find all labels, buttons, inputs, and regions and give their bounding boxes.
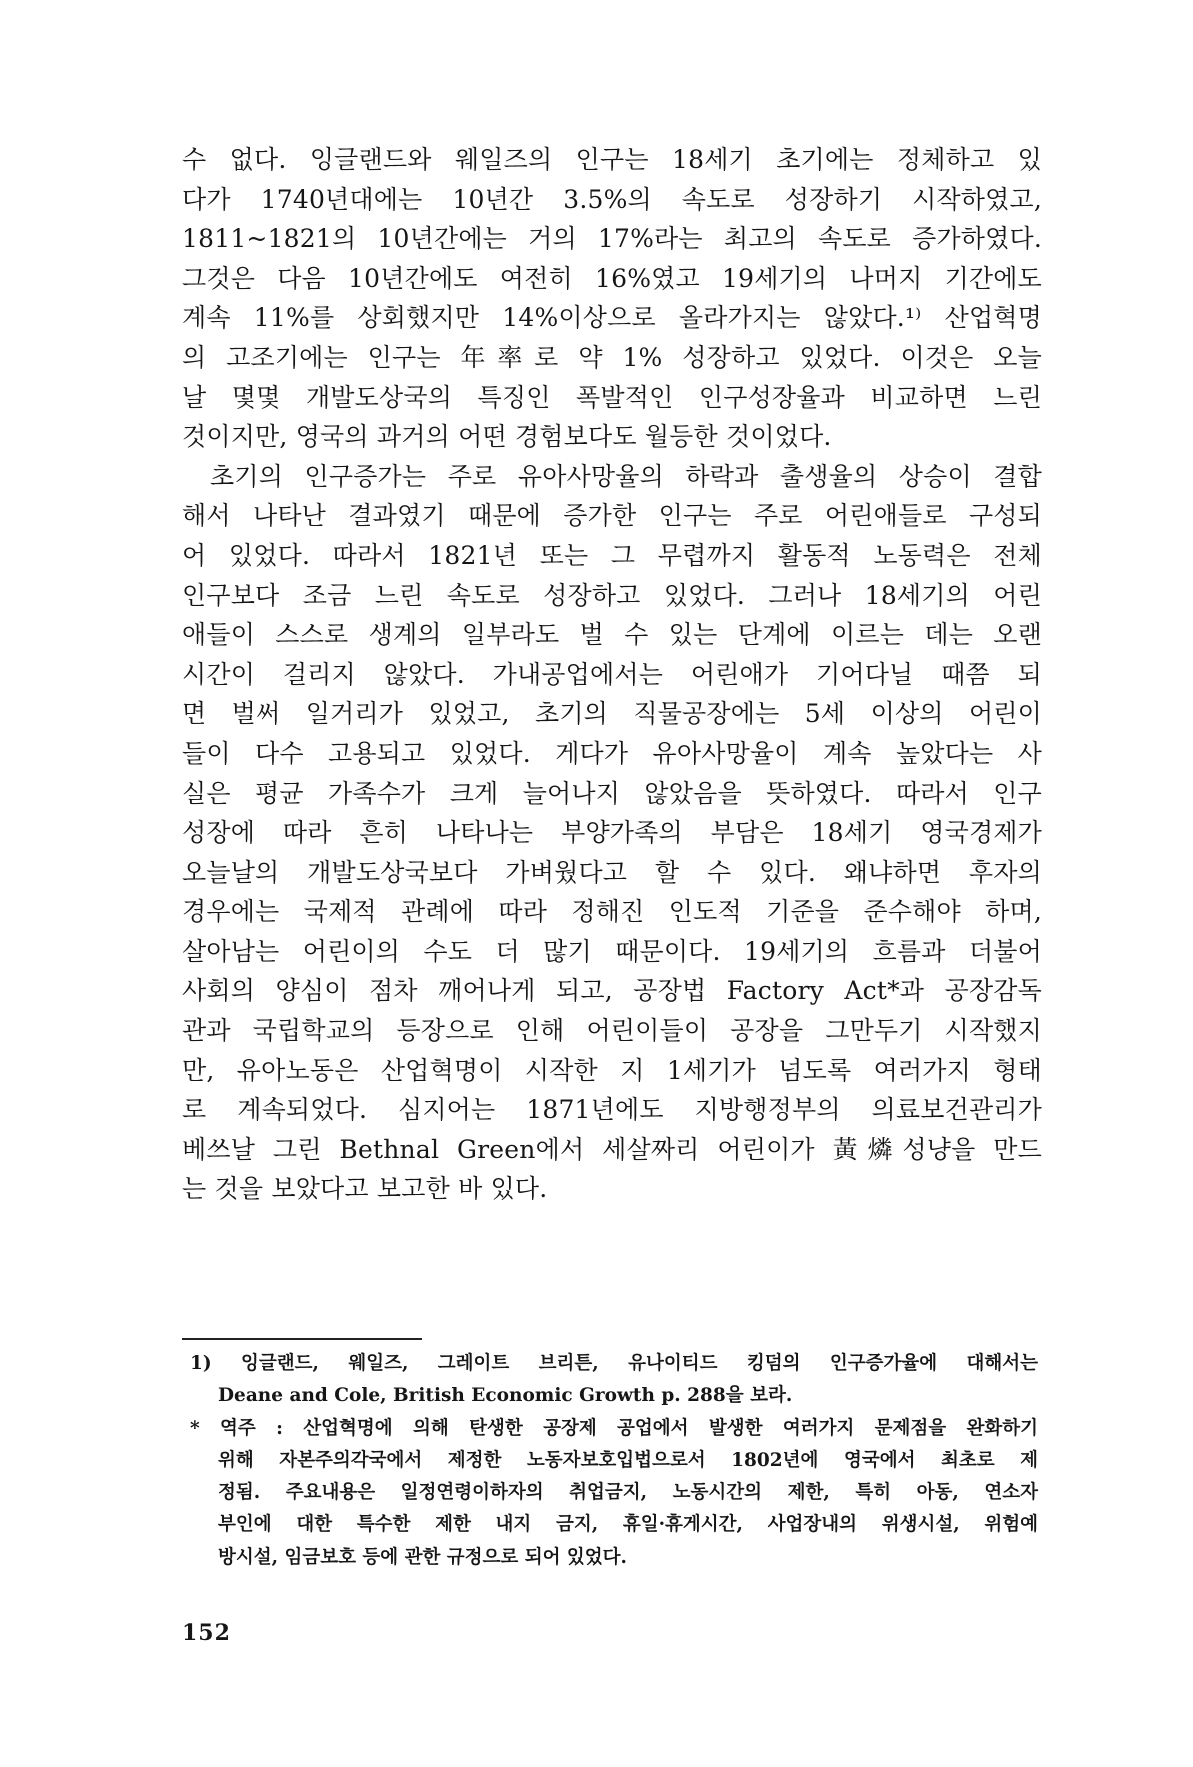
footnote-line: 방시설, 임금보호 등에 관한 규정으로 되어 있었다. [218,1546,627,1568]
body-line: 수 없다. 잉글랜드와 웨일즈의 인구는 18세기 초기에는 정체하고 있 [182,145,1042,174]
footnote-line: * 역주 : 산업혁명에 의해 탄생한 공장제 공업에서 발생한 여러가지 문제점을 완화하기 [190,1417,1038,1439]
page-number: 152 [182,1620,231,1646]
footnote-line: 1) 잉글랜드, 웨일즈, 그레이트 브리튼, 유나이티드 킹덤의 인구증가율에 대해서는 [190,1353,1038,1374]
footnote-line: 위해 자본주의각국에서 제정한 노동자보호입법으로서 1802년에 영국에서 최초로 제 [218,1449,1038,1471]
body-line: 인구보다 조금 느린 속도로 성장하고 있었다. 그러나 18세기의 어린 [182,580,1042,610]
body-line: 관과 국립학교의 등장으로 인해 어린이들이 공장을 그만두기 시작했지 [182,1016,1042,1046]
body-line: 계속 11%를 상회했지만 14%이상으로 올라가지는 않았다.¹⁾ 산업혁명 [182,303,1042,333]
body-line: 다가 1740년대에는 10년간 3.5%의 속도로 성장하기 시작하였고, [182,184,1042,214]
footnote-line: Deane and Cole, British Economic Growth p. 288을 보라. [218,1385,793,1407]
footnotes [190,1348,1038,1574]
footnote-line: 부인에 대한 특수한 제한 내지 금지, 휴일·휴게시간, 사업장내의 위생시설, 위험예 [218,1514,1038,1536]
footnote-line: 정됨. 주요내용은 일정연령이하자의 취업금지, 노동시간의 제한, 특히 아동, 연소자 [218,1482,1038,1504]
body-line: 베쓰날 그린 Bethnal Green에서 세살짜리 어린이가 黃燐성냥을 만드 [182,1134,1042,1164]
body-line: 실은 평균 가족수가 크게 늘어나지 않았음을 뜻하였다. 따라서 인구 [182,778,1042,808]
body-line: 1811~1821의 10년간에는 거의 17%라는 최고의 속도로 증가하였다. [182,224,1042,254]
body-line: 날 몇몇 개발도상국의 특징인 폭발적인 인구성장율과 비교하면 느린 [182,382,1042,412]
body-line: 해서 나타난 결과였기 때문에 증가한 인구는 주로 어린애들로 구성되 [182,501,1042,531]
body-line: 경우에는 국제적 관례에 따라 정해진 인도적 기준을 준수해야 하며, [182,897,1042,927]
body-line: 로 계속되었다. 심지어는 1871년에도 지방행정부의 의료보건관리가 [182,1095,1042,1125]
body-line: 면 벌써 일거리가 있었고, 초기의 직물공장에는 5세 이상의 어린이 [182,699,1042,729]
body-line: 성장에 따라 흔히 나타나는 부양가족의 부담은 18세기 영국경제가 [182,818,1042,848]
body-line: 애들이 스스로 생계의 일부라도 벌 수 있는 단계에 이르는 데는 오랜 [182,620,1042,650]
body-line: 것이지만, 영국의 과거의 어떤 경험보다도 월등한 것이었다. [182,422,832,452]
body-line: 초기의 인구증가는 주로 유아사망율의 하락과 출생율의 상승이 결합 [210,461,1042,491]
body-line: 는 것을 보았다고 보고한 바 있다. [182,1174,548,1204]
body-line: 오늘날의 개발도상국보다 가벼웠다고 할 수 있다. 왜냐하면 후자의 [182,857,1042,887]
body-line: 의 고조기에는 인구는 年率로 약 1% 성장하고 있었다. 이것은 오늘 [182,342,1042,372]
footnote-divider [182,1338,422,1340]
body-line: 만, 유아노동은 산업혁명이 시작한 지 1세기가 넘도록 여러가지 형태 [182,1055,1042,1085]
body-line: 시간이 걸리지 않았다. 가내공업에서는 어린애가 기어다닐 때쯤 되 [182,659,1042,689]
body-text [182,140,1042,1209]
body-line: 사회의 양심이 점차 깨어나게 되고, 공장법 Factory Act*과 공장감독 [182,976,1042,1006]
body-line: 살아남는 어린이의 수도 더 많기 때문이다. 19세기의 흐름과 더불어 [182,936,1042,966]
body-line: 어 있었다. 따라서 1821년 또는 그 무렵까지 활동적 노동력은 전체 [182,540,1042,570]
body-line: 들이 다수 고용되고 있었다. 게다가 유아사망율이 계속 높았다는 사 [182,738,1042,768]
body-line: 그것은 다음 10년간에도 여전히 16%였고 19세기의 나머지 기간에도 [182,263,1042,293]
